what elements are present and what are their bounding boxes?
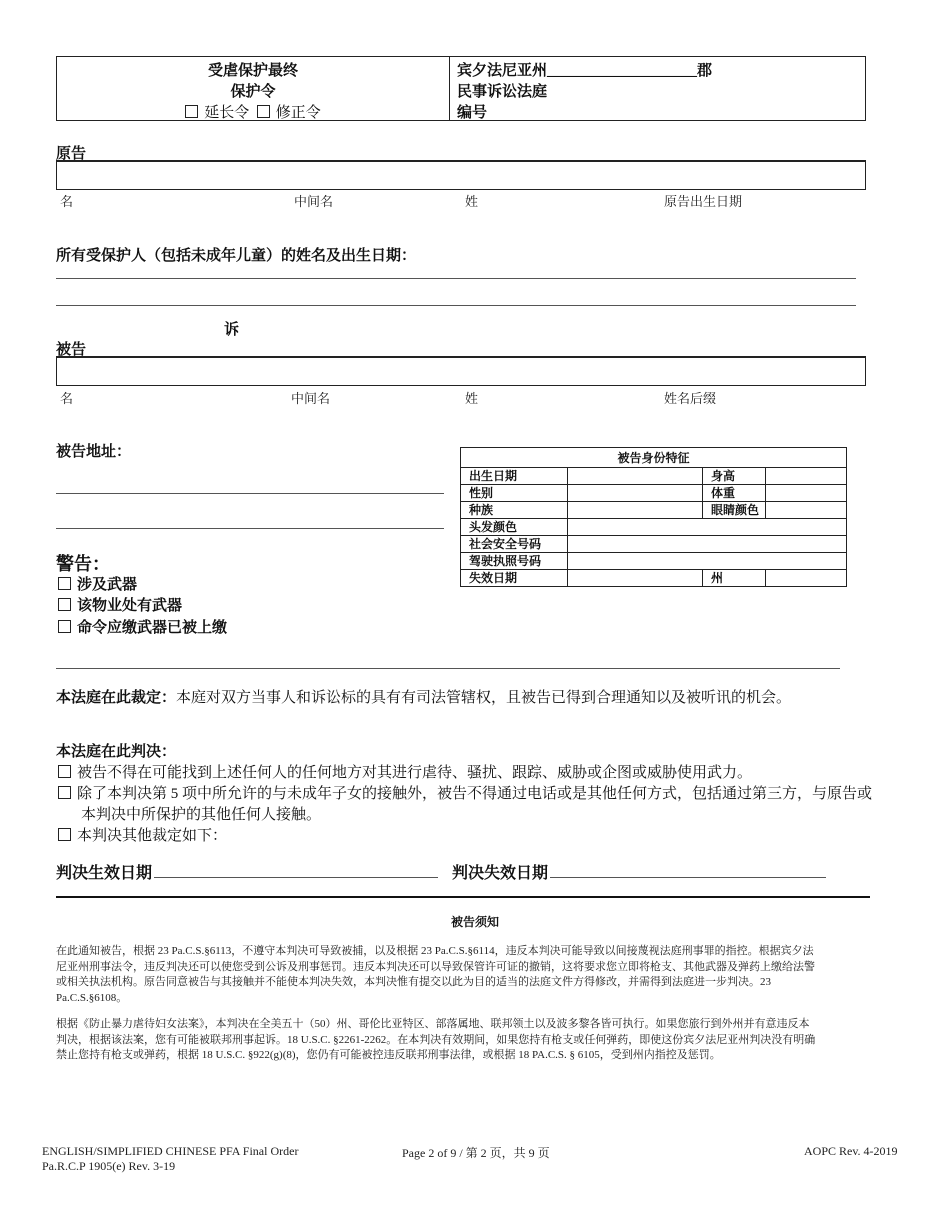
order-1-checkbox[interactable]: [58, 765, 71, 778]
extend-label: 延长令: [204, 105, 250, 121]
order-item-3: 本判决其他裁定如下：: [58, 824, 227, 845]
protected-persons-line-2[interactable]: [56, 305, 856, 306]
expiration-date-label: 判决失效日期: [452, 865, 549, 882]
notice-paragraph-1: 在此通知被告，根据 23 Pa.C.S.§6113，不遵守本判决可导致被捕，以及根据 23 Pa.C.S.§6114，违反本判决可能导致以间接蔑视法庭刑事罪的指控。根据宾夕法 尼亚州刑事法令，违反判决还可以使您受到公诉及刑事惩罚。违反本判决还可以导致保管许可证的撤销，这将要求您立即将枪支、其他武器及弹药上缴给法警 或相关执法机构。原告同意被告与其接触并不能使本判决失效，本判决惟有提交以此为目的适当的法庭文件方得修改，并需得到法庭进一步判决。23 Pa.C.S.§6108。: [56, 945, 815, 1004]
notice-title: 被告须知: [450, 915, 499, 929]
state-label: 州: [703, 570, 766, 587]
eye-color-field[interactable]: [766, 502, 847, 519]
docket-label: 编号: [457, 105, 488, 121]
address-line-1[interactable]: [56, 493, 444, 494]
order-3-checkbox[interactable]: [58, 828, 71, 841]
weight-label: 体重: [703, 485, 766, 502]
license-field[interactable]: [568, 553, 847, 570]
footer-rule-ref: Pa.R.C.P 1905(e) Rev. 3-19: [42, 1159, 176, 1173]
court-state: 宾夕法尼亚州: [457, 63, 548, 79]
court-cell: [457, 59, 712, 122]
expiration-date-field[interactable]: [550, 877, 826, 878]
warning-title: 警告：: [56, 554, 110, 574]
defendant-name-field[interactable]: [56, 356, 866, 386]
extend-checkbox[interactable]: [185, 105, 198, 118]
plaintiff-last-label: 姓: [465, 194, 479, 209]
amend-label: 修正令: [275, 105, 321, 121]
notice-divider: [56, 896, 870, 898]
court-orders-label: 本法庭在此判决：: [56, 744, 177, 760]
effective-date-label: 判决生效日期: [56, 865, 153, 882]
section-divider: [56, 668, 840, 669]
id-table-title: 被告身份特征: [461, 448, 847, 468]
notice-paragraph-2: 根据《防止暴力虐待妇女法案》，本判决在全美五十（50）州、哥伦比亚特区、部落属地、联邦领土以及波多黎各皆可执行。如果您旅行到外州并有意违反本 判决，根据该法案，您有可能被联邦刑事起诉。18 U.S.C. §2261-2262。在本判决有效期间，如果您持有枪支或任何弹药，即使这份宾夕法尼亚州判决没有明确 禁止您持有枪支或弹药，根据 18 U.S.C. §922(g)(8)，您仍有可能被控违反联邦刑事法律，或根据 18 PA.C.S. § 6105，受到州内指控及惩罚。: [56, 1018, 816, 1061]
versus-label: 诉: [224, 322, 240, 338]
height-field[interactable]: [766, 468, 847, 485]
plaintiff-name-field[interactable]: [56, 160, 866, 190]
footer-page-number: Page 2 of 9 / 第 2 页，共 9 页: [402, 1146, 550, 1160]
sex-field[interactable]: [568, 485, 703, 502]
defendant-identifiers-table: [460, 447, 847, 587]
weapons-involved-checkbox[interactable]: [58, 577, 71, 590]
weapons-present-checkbox[interactable]: [58, 598, 71, 611]
dob-label: 出生日期: [461, 468, 568, 485]
state-field[interactable]: [766, 570, 847, 587]
eye-color-label: 眼睛颜色: [703, 502, 766, 519]
warning-item-3: 命令应缴武器已被上缴: [58, 616, 227, 637]
defendant-last-label: 姓: [465, 391, 479, 406]
order-title-cell: [57, 57, 450, 120]
caption-box: [56, 56, 866, 121]
height-label: 身高: [703, 468, 766, 485]
race-field[interactable]: [568, 502, 703, 519]
amend-checkbox[interactable]: [257, 105, 270, 118]
defendant-label: 被告: [56, 342, 87, 358]
defendant-middle-label: 中间名: [291, 391, 331, 406]
race-label: 种族: [461, 502, 568, 519]
expiration-field[interactable]: [568, 570, 703, 587]
plaintiff-first-label: 名: [60, 194, 74, 209]
court-finds-text: 本庭对双方当事人和诉讼标的具有有司法管辖权，且被告已得到合理通知以及被听讯的机会。: [176, 690, 792, 706]
county-label: 郡: [697, 63, 713, 79]
court-finds-label: 本法庭在此裁定：: [56, 690, 177, 706]
expiration-label: 失效日期: [461, 570, 568, 587]
footer-revision: AOPC Rev. 4-2019: [804, 1144, 898, 1158]
protected-persons-label: 所有受保护人（包括未成年儿童）的姓名及出生日期：: [56, 248, 417, 264]
order-item-1: 被告不得在可能找到上述任何人的任何地方对其进行虐待、骚扰、跟踪、威胁或企图或威胁使用武力。: [58, 761, 752, 782]
county-field[interactable]: ____________________: [547, 63, 698, 79]
hair-color-label: 头发颜色: [461, 519, 568, 536]
defendant-first-label: 名: [60, 391, 74, 406]
court-finds: [56, 686, 791, 707]
effective-date-field[interactable]: [154, 877, 438, 878]
order-title-line2: 保护令: [230, 84, 276, 100]
defendant-suffix-label: 姓名后缀: [664, 391, 717, 406]
order-title-line1: 受虐保护最终: [207, 63, 298, 79]
order-item-2: 除了本判决第 5 项中所允许的与未成年子女的接触外，被告不得通过电话或是其他任何方式，包括通过第三方，与原告或 本判决中所保护的其他任何人接触。: [58, 782, 928, 824]
weapons-surrendered-checkbox[interactable]: [58, 620, 71, 633]
footer-form-title: ENGLISH/SIMPLIFIED CHINESE PFA Final Order: [42, 1144, 299, 1158]
dob-field[interactable]: [568, 468, 703, 485]
hair-color-field[interactable]: [568, 519, 847, 536]
weight-field[interactable]: [766, 485, 847, 502]
address-line-2[interactable]: [56, 528, 444, 529]
ssn-field[interactable]: [568, 536, 847, 553]
protected-persons-line-1[interactable]: [56, 278, 856, 279]
ssn-label: 社会安全号码: [461, 536, 568, 553]
plaintiff-dob-label: 原告出生日期: [664, 194, 743, 209]
license-label: 驾驶执照号码: [461, 553, 568, 570]
defendant-address-label: 被告地址：: [56, 444, 132, 460]
warning-item-1: 涉及武器: [58, 573, 137, 594]
plaintiff-label: 原告: [56, 146, 87, 162]
court-name: 民事诉讼法庭: [457, 84, 548, 100]
warning-item-2: 该物业处有武器: [58, 594, 182, 615]
plaintiff-middle-label: 中间名: [294, 194, 334, 209]
sex-label: 性别: [461, 485, 568, 502]
order-2-checkbox[interactable]: [58, 786, 71, 799]
